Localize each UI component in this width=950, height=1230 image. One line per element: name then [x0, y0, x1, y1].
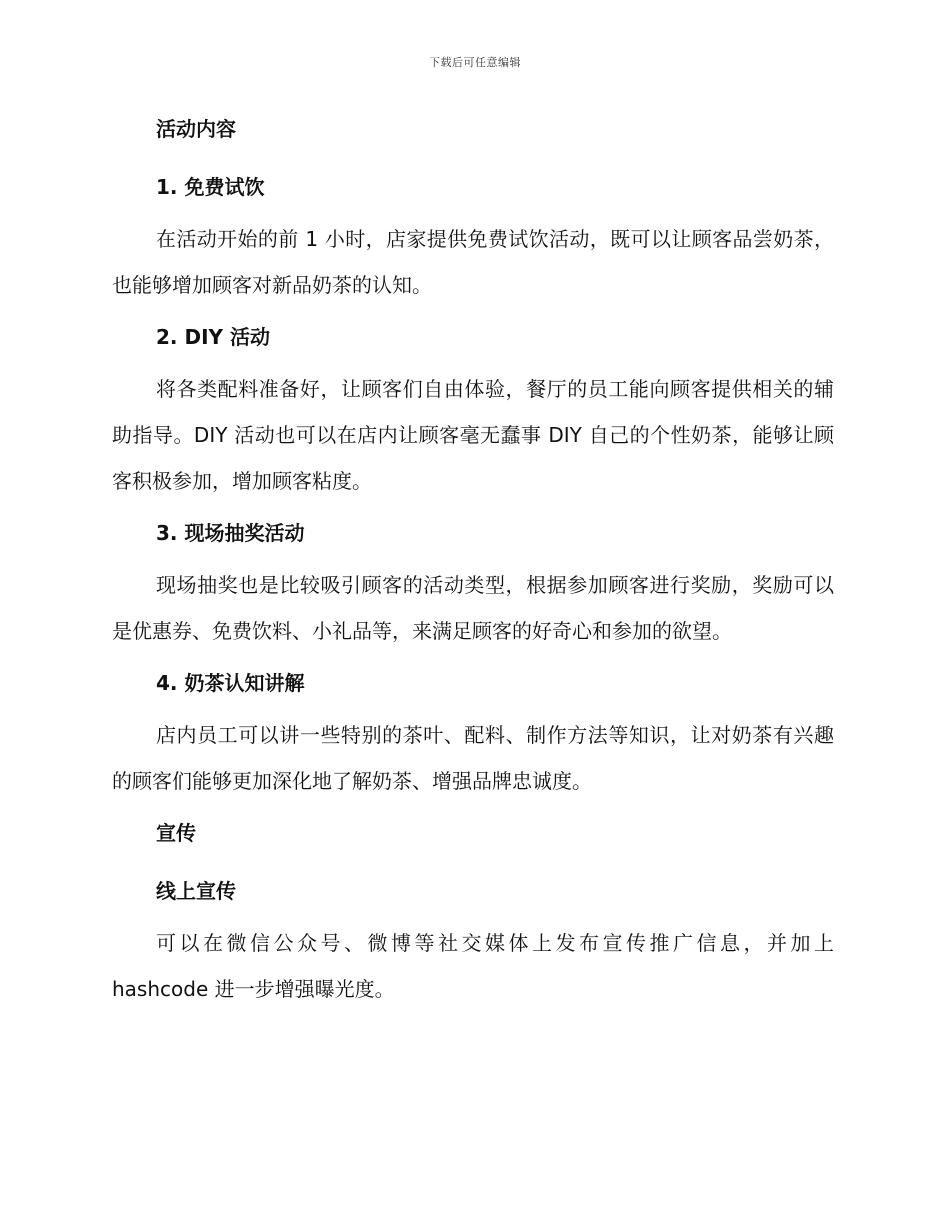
online-promotion-paragraph: 可以在微信公众号、微博等社交媒体上发布宣传推广信息，并加上 hashcode 进一步增强曝光度。	[112, 931, 834, 1001]
online-promotion-heading: 线上宣传	[156, 879, 236, 903]
knowledge-heading: 4. 奶茶认知讲解	[156, 671, 305, 695]
free-tasting-paragraph: 在活动开始的前 1 小时，店家提供免费试饮活动，既可以让顾客品尝奶茶，也能够增加顾客对新品奶茶的认知。	[112, 227, 834, 297]
diy-heading: 2. DIY 活动	[156, 325, 270, 349]
activity-section-title: 活动内容	[156, 117, 236, 141]
promotion-section-title: 宣传	[156, 821, 196, 845]
document-body	[112, 112, 834, 1012]
free-tasting-heading: 1. 免费试饮	[156, 175, 265, 199]
header-note: 下载后可任意编辑	[429, 56, 521, 69]
diy-paragraph: 将各类配料准备好，让顾客们自由体验，餐厅的员工能向顾客提供相关的辅助指导。DIY 活动也可以在店内让顾客毫无蠢事 DIY 自己的个性奶茶，能够让顾客积极参加，增加顾客粘度。	[112, 377, 834, 493]
knowledge-paragraph: 店内员工可以讲一些特别的茶叶、配料、制作方法等知识，让对奶茶有兴趣的顾客们能够更加深化地了解奶茶、增强品牌忠诚度。	[112, 723, 834, 793]
lottery-paragraph: 现场抽奖也是比较吸引顾客的活动类型，根据参加顾客进行奖励，奖励可以是优惠券、免费饮料、小礼品等，来满足顾客的好奇心和参加的欲望。	[112, 573, 834, 643]
lottery-heading: 3. 现场抽奖活动	[156, 521, 305, 545]
